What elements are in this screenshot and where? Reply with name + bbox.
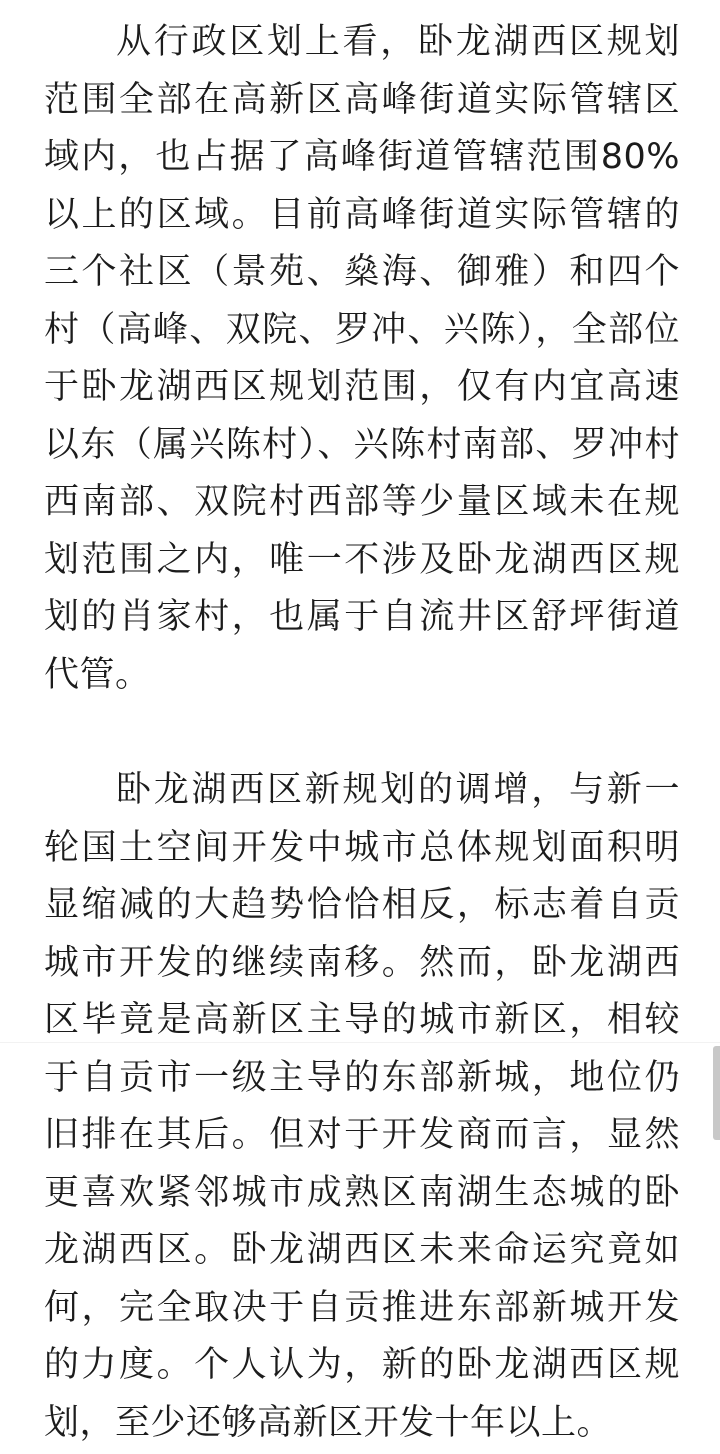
scrollbar-thumb[interactable]	[713, 1046, 720, 1140]
paragraph-1: 从行政区划上看，卧龙湖西区规划范围全部在高新区高峰街道实际管辖区域内，也占据了高峰街道管辖范围80%以上的区域。目前高峰街道实际管辖的三个社区（景苑、燊海、御雅）和四个村（高峰、双院、罗冲、兴陈），全部位于卧龙湖西区规划范围，仅有内宜高速以东（属兴陈村）、兴陈村南部、罗冲村西南部、双院村西部等少量区域未在规划范围之内，唯一不涉及卧龙湖西区规划的肖家村，也属于自流井区舒坪街道代管。	[44, 22, 680, 695]
article-body	[44, 14, 680, 1452]
paragraph-2: 卧龙湖西区新规划的调增，与新一轮国土空间开发中城市总体规划面积明显缩减的大趋势恰恰相反，标志着自贡城市开发的继续南移。然而，卧龙湖西区毕竟是高新区主导的城市新区，相较于自贡市一级主导的东部新城，地位仍旧排在其后。但对于开发商而言，显然更喜欢紧邻城市成熟区南湖生态城的卧龙湖西区。卧龙湖西区未来命运究竟如何，完全取决于自贡推进东部新城开发的力度。个人认为，新的卧龙湖西区规划，至少还够高新区开发十年以上。	[44, 770, 680, 1443]
paragraph-spacer	[44, 704, 680, 762]
